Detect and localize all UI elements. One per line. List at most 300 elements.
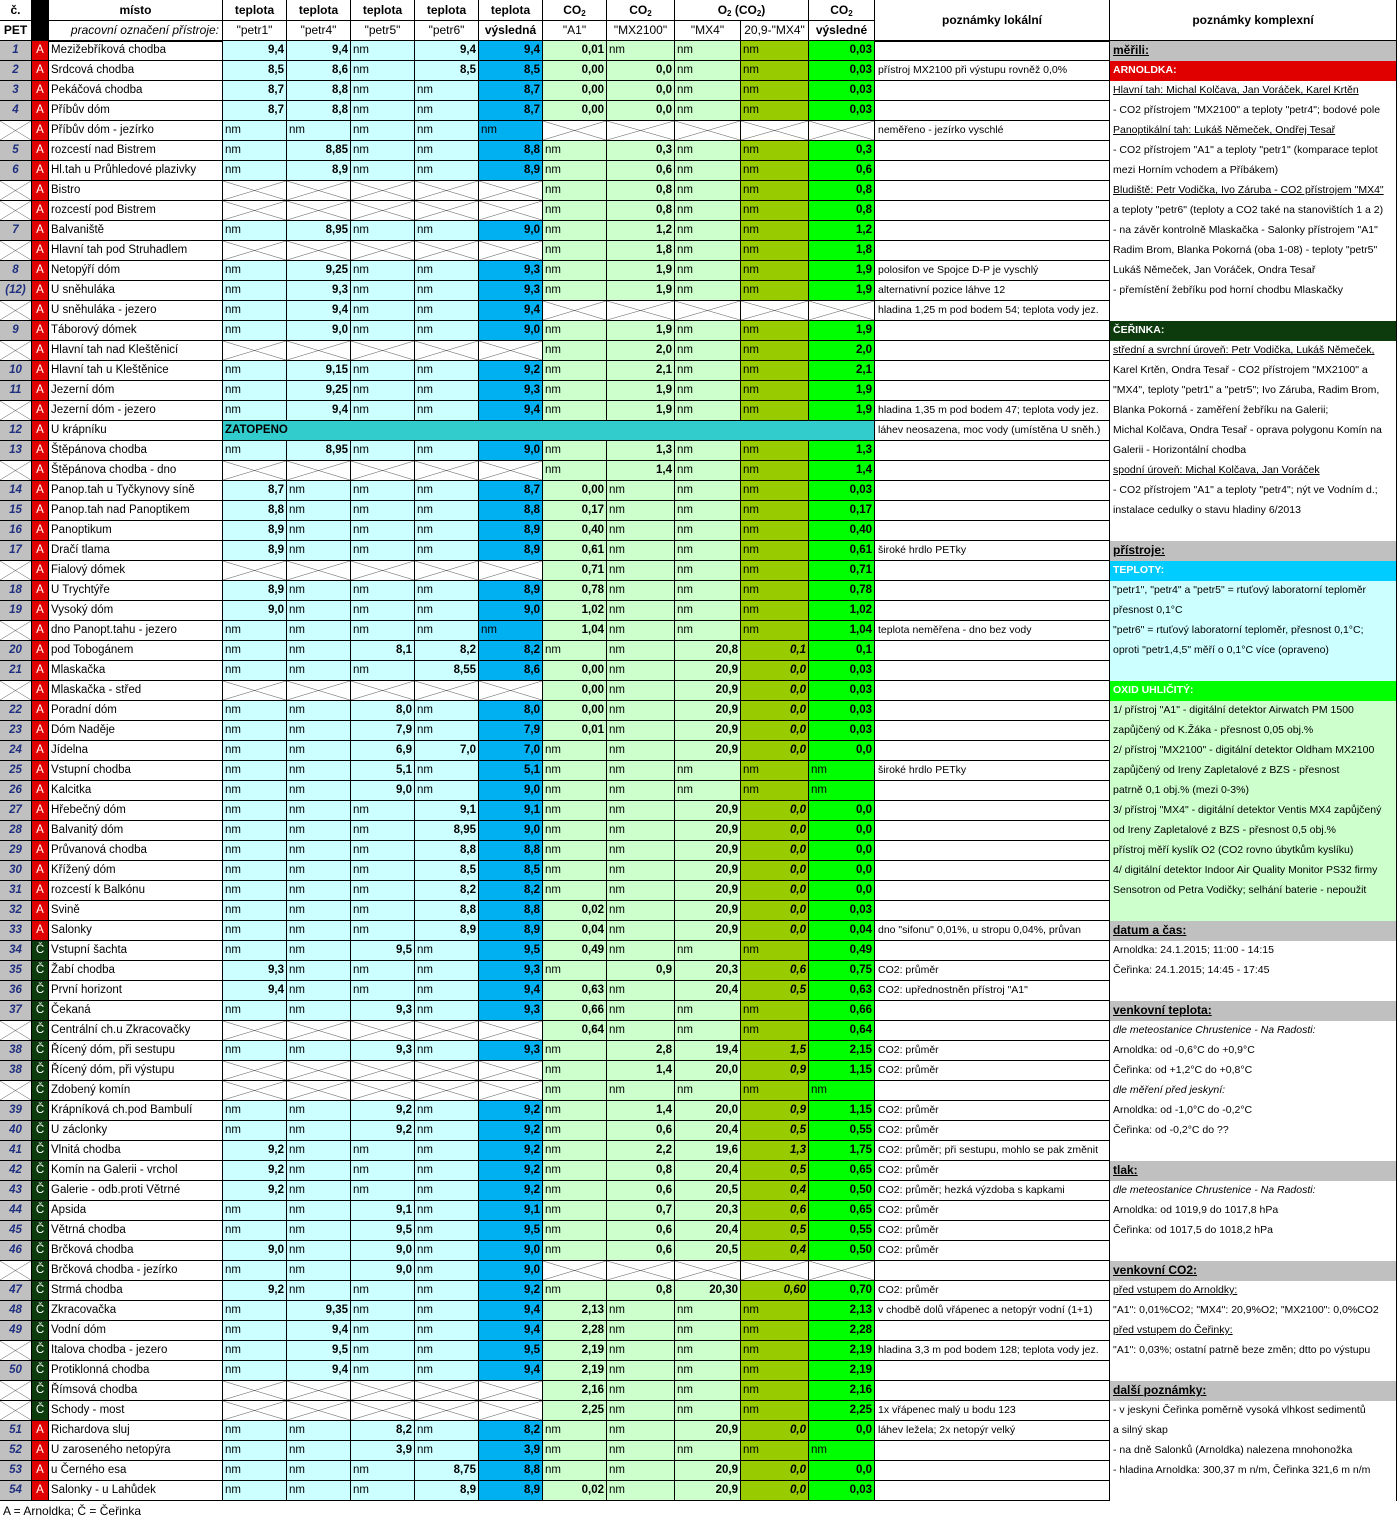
pet-number — [0, 301, 32, 321]
place-name: Brčková chodba — [49, 1241, 223, 1261]
place-name: Mezižebříková chodba — [49, 41, 223, 61]
temp-petr6: 8,55 — [415, 661, 479, 681]
temp-result: 9,0 — [479, 601, 543, 621]
temp-result: 9,1 — [479, 1201, 543, 1221]
co2-result: 2,0 — [809, 341, 875, 361]
o2-mx4: 20,9 — [675, 681, 741, 701]
o2-mx4: nm — [675, 381, 741, 401]
not-measured-cross — [479, 1401, 542, 1420]
temp-result: 5,1 — [479, 761, 543, 781]
place-name: Apsida — [49, 1201, 223, 1221]
temp-petr5: nm — [351, 441, 415, 461]
place-name: U záclonky — [49, 1121, 223, 1141]
co2-a1: nm — [543, 821, 607, 841]
cave-code: Č — [32, 1221, 49, 1241]
co2-a1: nm — [543, 1281, 607, 1301]
temp-petr5: 9,2 — [351, 1101, 415, 1121]
not-measured-cross — [0, 1401, 31, 1420]
not-measured-cross — [287, 1061, 350, 1080]
place-name: Panoptikum — [49, 521, 223, 541]
o2-mx4: 20,9 — [675, 901, 741, 921]
note-local: CO2: průměr — [875, 1221, 1110, 1241]
co2-a1: 0,01 — [543, 41, 607, 61]
place-name: Větrná chodba — [49, 1221, 223, 1241]
o2-mx4: 20,9 — [675, 921, 741, 941]
co2-a1 — [543, 301, 607, 321]
temp-petr4: nm — [287, 1221, 351, 1241]
temp-petr6: 8,75 — [415, 1461, 479, 1481]
co2-result: 0,0 — [809, 821, 875, 841]
place-name: Schody - most — [49, 1401, 223, 1421]
o2-diff: 0,5 — [741, 1121, 809, 1141]
cave-code: A — [32, 1421, 49, 1441]
temp-result: 9,2 — [479, 1281, 543, 1301]
pet-number: 44 — [0, 1201, 32, 1221]
co2-mx2100: 0,0 — [607, 81, 675, 101]
temp-petr5 — [351, 201, 415, 221]
temp-petr4: 8,8 — [287, 101, 351, 121]
not-measured-cross — [351, 241, 414, 260]
o2-mx4: 20,4 — [675, 1121, 741, 1141]
temp-result: 8,8 — [479, 1461, 543, 1481]
not-measured-cross — [287, 681, 350, 700]
note-local: CO2: průměr — [875, 1201, 1110, 1221]
temp-petr1 — [223, 1021, 287, 1041]
temp-petr1: nm — [223, 821, 287, 841]
pet-number: 48 — [0, 1301, 32, 1321]
note-local: alternativní pozice láhve 12 — [875, 281, 1110, 301]
temp-petr5: nm — [351, 381, 415, 401]
not-measured-cross — [675, 301, 740, 320]
co2-a1: nm — [543, 361, 607, 381]
o2-mx4: nm — [675, 61, 741, 81]
not-measured-cross — [415, 1061, 478, 1080]
co2-result: 0,65 — [809, 1201, 875, 1221]
co2-mx2100: nm — [607, 1321, 675, 1341]
o2-mx4: 20,9 — [675, 1421, 741, 1441]
co2-result: 0,0 — [809, 881, 875, 901]
temp-petr6: nm — [415, 1041, 479, 1061]
header-sub-9: 20,9-"MX4" — [741, 21, 809, 42]
place-name: Fialový dómek — [49, 561, 223, 581]
temp-petr5: nm — [351, 1461, 415, 1481]
o2-mx4: nm — [675, 761, 741, 781]
o2-mx4: 20,8 — [675, 641, 741, 661]
co2-mx2100: 0,6 — [607, 1121, 675, 1141]
note-local: teplota neměřena - dno bez vody — [875, 621, 1110, 641]
cave-code: A — [32, 701, 49, 721]
notes-line: přístroj měří kyslík O2 (CO2 rovno úbytkům kyslíku) — [1110, 841, 1397, 861]
co2-mx2100: nm — [607, 901, 675, 921]
temp-petr6: nm — [415, 1221, 479, 1241]
temp-petr6: nm — [415, 1321, 479, 1341]
co2-mx2100: 1,2 — [607, 221, 675, 241]
co2-mx2100: 1,4 — [607, 1101, 675, 1121]
cave-code: A — [32, 281, 49, 301]
pet-number: 45 — [0, 1221, 32, 1241]
notes-line: a teploty "petr6" (teploty a CO2 také na stanovištích 1 a 2) — [1110, 201, 1397, 221]
note-local — [875, 41, 1110, 61]
o2-diff: nm — [741, 941, 809, 961]
cave-code: A — [32, 521, 49, 541]
co2-mx2100: nm — [607, 1441, 675, 1461]
note-local — [875, 741, 1110, 761]
o2-mx4: 20,9 — [675, 701, 741, 721]
co2-result: 2,1 — [809, 361, 875, 381]
notes-section-heading: venkovní CO2: — [1110, 1261, 1397, 1281]
not-measured-cross — [479, 341, 542, 360]
cave-code: A — [32, 1441, 49, 1461]
not-measured-cross — [809, 301, 874, 320]
o2-mx4: 20,30 — [675, 1281, 741, 1301]
note-local — [875, 201, 1110, 221]
temp-petr6: 8,8 — [415, 841, 479, 861]
place-name: Hřebečný dóm — [49, 801, 223, 821]
co2-a1: 0,00 — [543, 701, 607, 721]
co2-a1: nm — [543, 441, 607, 461]
co2-a1: 0,00 — [543, 681, 607, 701]
temp-petr5 — [351, 241, 415, 261]
not-measured-cross — [287, 1401, 350, 1420]
not-measured-cross — [223, 201, 286, 220]
place-name: rozcestí k Balkónu — [49, 881, 223, 901]
co2-a1: 2,13 — [543, 1301, 607, 1321]
temp-petr1: nm — [223, 1201, 287, 1221]
pet-number: 12 — [0, 421, 32, 441]
not-measured-cross — [287, 341, 350, 360]
co2-result: 0,0 — [809, 861, 875, 881]
cave-code: A — [32, 641, 49, 661]
notes-line: ARNOLDKA: — [1110, 61, 1397, 81]
temp-result: 9,0 — [479, 441, 543, 461]
co2-mx2100: nm — [607, 41, 675, 61]
o2-diff: nm — [741, 1401, 809, 1421]
pet-number: 52 — [0, 1441, 32, 1461]
temp-petr1: nm — [223, 861, 287, 881]
temp-petr5: nm — [351, 261, 415, 281]
cave-code: Č — [32, 1141, 49, 1161]
co2-mx2100: 0,9 — [607, 961, 675, 981]
co2-mx2100: nm — [607, 1301, 675, 1321]
temp-petr1: 9,0 — [223, 1241, 287, 1261]
co2-a1: nm — [543, 781, 607, 801]
notes-line: - CO2 přístrojem "MX2100" a teploty "petr4"; bodové pole — [1110, 101, 1397, 121]
header-col-7: $CO_2$ — [607, 0, 675, 21]
co2-mx2100: nm — [607, 581, 675, 601]
temp-petr1: nm — [223, 1341, 287, 1361]
co2-result: 2,15 — [809, 1041, 875, 1061]
place-name: Salonky — [49, 921, 223, 941]
temp-petr4 — [287, 341, 351, 361]
co2-result: 1,15 — [809, 1101, 875, 1121]
o2-mx4: nm — [675, 401, 741, 421]
co2-mx2100: nm — [607, 1461, 675, 1481]
o2-mx4: nm — [675, 161, 741, 181]
not-measured-cross — [223, 681, 286, 700]
note-local: CO2: průměr — [875, 1121, 1110, 1141]
pet-number — [0, 561, 32, 581]
temp-petr6: nm — [415, 441, 479, 461]
o2-mx4: nm — [675, 361, 741, 381]
temp-petr5 — [351, 1401, 415, 1421]
pet-number — [0, 1401, 32, 1421]
co2-mx2100: 0,6 — [607, 161, 675, 181]
temp-petr6: 8,5 — [415, 61, 479, 81]
place-name: U sněhuláka - jezero — [49, 301, 223, 321]
cave-code: Č — [32, 1081, 49, 1101]
co2-result: 0,71 — [809, 561, 875, 581]
note-local — [875, 601, 1110, 621]
temp-petr4: 9,25 — [287, 381, 351, 401]
temp-petr6 — [415, 341, 479, 361]
not-measured-cross — [0, 241, 31, 260]
notes-line: - hladina Arnoldka: 300,37 m n/m, Čeřinka 321,6 m n/m — [1110, 1461, 1397, 1481]
not-measured-cross — [675, 1261, 740, 1280]
temp-petr6: nm — [415, 1201, 479, 1221]
co2-mx2100: nm — [607, 981, 675, 1001]
pet-number: 10 — [0, 361, 32, 381]
co2-result: 1,2 — [809, 221, 875, 241]
note-local — [875, 721, 1110, 741]
co2-mx2100: 0,8 — [607, 181, 675, 201]
co2-mx2100: 1,9 — [607, 381, 675, 401]
temp-petr5: nm — [351, 121, 415, 141]
pet-number: 13 — [0, 441, 32, 461]
cave-code: Č — [32, 1201, 49, 1221]
co2-a1: nm — [543, 961, 607, 981]
o2-diff: 0,0 — [741, 701, 809, 721]
co2-a1: nm — [543, 741, 607, 761]
header-col-3: teplota — [351, 0, 415, 21]
pet-number: 7 — [0, 221, 32, 241]
o2-diff: 0,1 — [741, 641, 809, 661]
co2-result: 1,8 — [809, 241, 875, 261]
header-sub-8: "MX4" — [675, 21, 741, 42]
not-measured-cross — [351, 1061, 414, 1080]
co2-mx2100: nm — [607, 701, 675, 721]
note-local: CO2: průměr — [875, 1281, 1110, 1301]
cave-code: A — [32, 461, 49, 481]
place-name: Mlaskačka — [49, 661, 223, 681]
not-measured-cross — [415, 461, 478, 480]
note-local — [875, 1461, 1110, 1481]
temp-petr6: 8,95 — [415, 821, 479, 841]
temp-petr1: 9,2 — [223, 1161, 287, 1181]
co2-a1: 2,19 — [543, 1361, 607, 1381]
temp-petr5: nm — [351, 1481, 415, 1501]
pet-number: 17 — [0, 541, 32, 561]
co2-result: 1,3 — [809, 441, 875, 461]
o2-diff: 0,6 — [741, 961, 809, 981]
co2-mx2100: 0,3 — [607, 141, 675, 161]
co2-result: 0,8 — [809, 201, 875, 221]
co2-a1: nm — [543, 1421, 607, 1441]
notes-line: OXID UHLIČITÝ: — [1110, 681, 1397, 701]
cave-code: A — [32, 161, 49, 181]
o2-diff: nm — [741, 501, 809, 521]
o2-mx4: nm — [675, 1341, 741, 1361]
temp-petr4: 9,4 — [287, 301, 351, 321]
o2-mx4: nm — [675, 1401, 741, 1421]
not-measured-cross — [223, 1061, 286, 1080]
co2-result: 1,75 — [809, 1141, 875, 1161]
temp-petr1 — [223, 341, 287, 361]
o2-mx4: nm — [675, 541, 741, 561]
temp-petr4 — [287, 461, 351, 481]
not-measured-cross — [351, 181, 414, 200]
temp-petr1: nm — [223, 1001, 287, 1021]
temp-result: 8,9 — [479, 161, 543, 181]
co2-result: 0,66 — [809, 1001, 875, 1021]
temp-result: 9,5 — [479, 1341, 543, 1361]
temp-petr4: nm — [287, 661, 351, 681]
place-name: Galerie - odb.proti Větrné — [49, 1181, 223, 1201]
cave-code: A — [32, 501, 49, 521]
temp-result: 9,1 — [479, 801, 543, 821]
temp-petr4 — [287, 241, 351, 261]
temp-petr1: 8,5 — [223, 61, 287, 81]
notes-line: dle měření před jeskyní: — [1110, 1081, 1397, 1101]
pet-number: 27 — [0, 801, 32, 821]
pet-number — [0, 681, 32, 701]
co2-result: 0,78 — [809, 581, 875, 601]
notes-line: "A1": 0,01%CO2; "MX4": 20,9%O2; "MX2100": 0,0%CO2 — [1110, 1301, 1397, 1321]
temp-result: 8,5 — [479, 61, 543, 81]
not-measured-cross — [351, 561, 414, 580]
cave-code: A — [32, 321, 49, 341]
o2-mx4: nm — [675, 581, 741, 601]
temp-petr6: nm — [415, 1241, 479, 1261]
pet-number: 19 — [0, 601, 32, 621]
notes-line: - na dně Salonků (Arnoldka) nalezena mnohonožka — [1110, 1441, 1397, 1461]
temp-petr5: nm — [351, 821, 415, 841]
temp-result: 9,2 — [479, 361, 543, 381]
co2-mx2100: nm — [607, 841, 675, 861]
temp-result — [479, 341, 543, 361]
cave-code: A — [32, 881, 49, 901]
notes-line: Čeřinka: od +1,2°C do +0,8°C — [1110, 1061, 1397, 1081]
place-name: Řícený dóm, při výstupu — [49, 1061, 223, 1081]
co2-mx2100: nm — [607, 861, 675, 881]
co2-result: 0,04 — [809, 921, 875, 941]
temp-result — [479, 681, 543, 701]
notes-line: "petr1", "petr4" a "petr5" = rtuťový laboratorní teploměr — [1110, 581, 1397, 601]
note-local: láhev ležela; 2x netopýr velký — [875, 1421, 1110, 1441]
notes-line: před vstupem do Čeřinky: — [1110, 1321, 1397, 1341]
temp-result: 8,9 — [479, 541, 543, 561]
temp-petr4 — [287, 1381, 351, 1401]
temp-petr1 — [223, 461, 287, 481]
pet-number: 30 — [0, 861, 32, 881]
place-name: pod Tobogánem — [49, 641, 223, 661]
not-measured-cross — [287, 461, 350, 480]
temp-result: 8,9 — [479, 1481, 543, 1501]
place-name: Jezerní dóm - jezero — [49, 401, 223, 421]
temp-petr4: nm — [287, 521, 351, 541]
place-name: U sněhuláka — [49, 281, 223, 301]
co2-a1: nm — [543, 381, 607, 401]
o2-diff: nm — [741, 581, 809, 601]
not-measured-cross — [543, 301, 606, 320]
temp-petr5 — [351, 1081, 415, 1101]
notes-line — [1110, 521, 1397, 541]
o2-mx4: 20,9 — [675, 661, 741, 681]
temp-petr1: nm — [223, 641, 287, 661]
header-col-4: teplota — [415, 0, 479, 21]
temp-petr5: 8,2 — [351, 1421, 415, 1441]
temp-petr4: nm — [287, 121, 351, 141]
cave-code: A — [32, 361, 49, 381]
temp-petr1: 9,2 — [223, 1181, 287, 1201]
temp-petr1: nm — [223, 121, 287, 141]
co2-a1: nm — [543, 1461, 607, 1481]
not-measured-cross — [415, 681, 478, 700]
temp-petr5 — [351, 1021, 415, 1041]
note-local — [875, 1361, 1110, 1381]
pet-number: 35 — [0, 961, 32, 981]
co2-a1: 0,40 — [543, 521, 607, 541]
temp-petr1: nm — [223, 221, 287, 241]
co2-a1: nm — [543, 1241, 607, 1261]
co2-a1: 0,61 — [543, 541, 607, 561]
o2-diff: nm — [741, 181, 809, 201]
pet-number: 29 — [0, 841, 32, 861]
temp-petr5: 8,1 — [351, 641, 415, 661]
temp-petr1: nm — [223, 1221, 287, 1241]
co2-result: 2,28 — [809, 1321, 875, 1341]
temp-petr1: 9,4 — [223, 41, 287, 61]
temp-petr4: 9,4 — [287, 41, 351, 61]
co2-mx2100: 0,8 — [607, 1281, 675, 1301]
not-measured-cross — [0, 1381, 31, 1400]
temp-petr6: nm — [415, 381, 479, 401]
note-local — [875, 81, 1110, 101]
temp-petr5: nm — [351, 961, 415, 981]
temp-petr6: nm — [415, 221, 479, 241]
co2-a1: nm — [543, 321, 607, 341]
co2-a1: 0,02 — [543, 901, 607, 921]
o2-diff: nm — [741, 221, 809, 241]
notes-section-heading: venkovní teplota: — [1110, 1001, 1397, 1021]
temp-petr1: nm — [223, 1461, 287, 1481]
temp-petr4: nm — [287, 1421, 351, 1441]
temp-petr6: nm — [415, 1101, 479, 1121]
co2-a1: nm — [543, 1101, 607, 1121]
temp-petr1: nm — [223, 741, 287, 761]
note-local — [875, 901, 1110, 921]
not-measured-cross — [223, 181, 286, 200]
temp-result: 8,7 — [479, 481, 543, 501]
temp-petr1: nm — [223, 301, 287, 321]
co2-a1: nm — [543, 1141, 607, 1161]
temp-petr1: nm — [223, 1041, 287, 1061]
co2-mx2100: 1,8 — [607, 241, 675, 261]
temp-petr6 — [415, 1061, 479, 1081]
co2-mx2100: nm — [607, 1081, 675, 1101]
temp-petr5: 9,0 — [351, 1241, 415, 1261]
o2-diff: nm — [741, 761, 809, 781]
temp-petr4: nm — [287, 761, 351, 781]
o2-diff: nm — [741, 321, 809, 341]
o2-diff: 0,0 — [741, 1481, 809, 1501]
co2-a1: nm — [543, 1061, 607, 1081]
not-measured-cross — [223, 241, 286, 260]
co2-a1: nm — [543, 1201, 607, 1221]
temp-petr1: nm — [223, 1481, 287, 1501]
temp-petr4: nm — [287, 1181, 351, 1201]
note-local — [875, 381, 1110, 401]
temp-petr6: 9,1 — [415, 801, 479, 821]
